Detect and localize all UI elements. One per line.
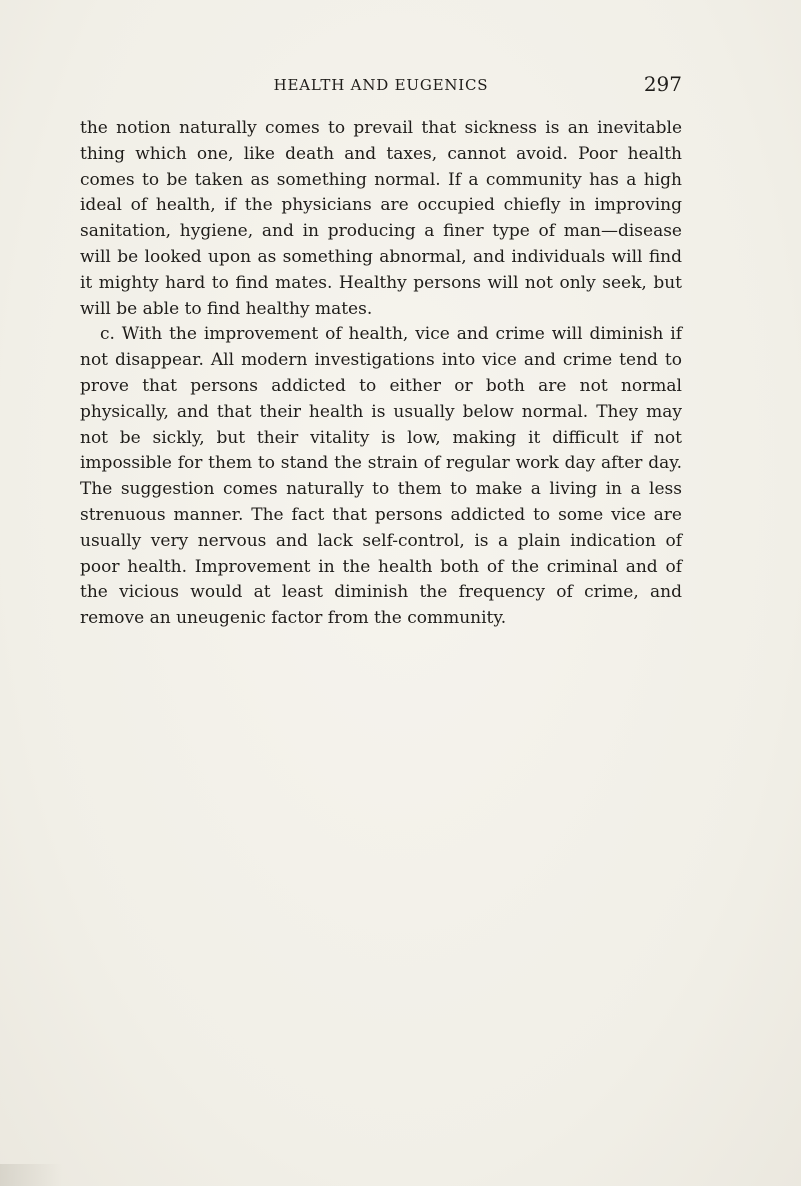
paragraph-2: c. With the improvement of health, vice and crime will diminish if not disappear. All modern investigations into vice and crime tend to prove that persons addicted to either or both are not normal physically, and that their health is usually below normal. They may not be sickly, but their vitality is low, making it difficult if not impossible for them to stand the strain of regular work day after day. The suggestion comes naturally to them to make a living in a less strenuous manner. The fact that persons addicted to some vice are usually very nervous and lack self-control, is a plain indication of poor health. Improvement in the health both of the criminal and of the vicious would at least diminish the frequency of crime, and remove an uneugenic factor from the community.	[80, 324, 682, 629]
paragraph-1: the notion naturally comes to prevail that sickness is an inevitable thing which one, like death and taxes, cannot avoid. Poor health comes to be taken as something normal. If a community has a high ideal of health, if the physicians are occupied chiefly in improving sanitation, hygiene, and in producing a finer type of man—disease will be looked upon as something abnormal, and individuals will find it mighty hard to find mates. Healthy persons will not only seek, but will be able to find healthy mates.	[80, 118, 682, 319]
scan-edge-shadow	[0, 1164, 62, 1186]
running-title: HEALTH AND EUGENICS	[273, 76, 489, 94]
running-head	[80, 70, 682, 100]
page-number: 297	[643, 72, 682, 96]
body-text	[80, 116, 682, 632]
